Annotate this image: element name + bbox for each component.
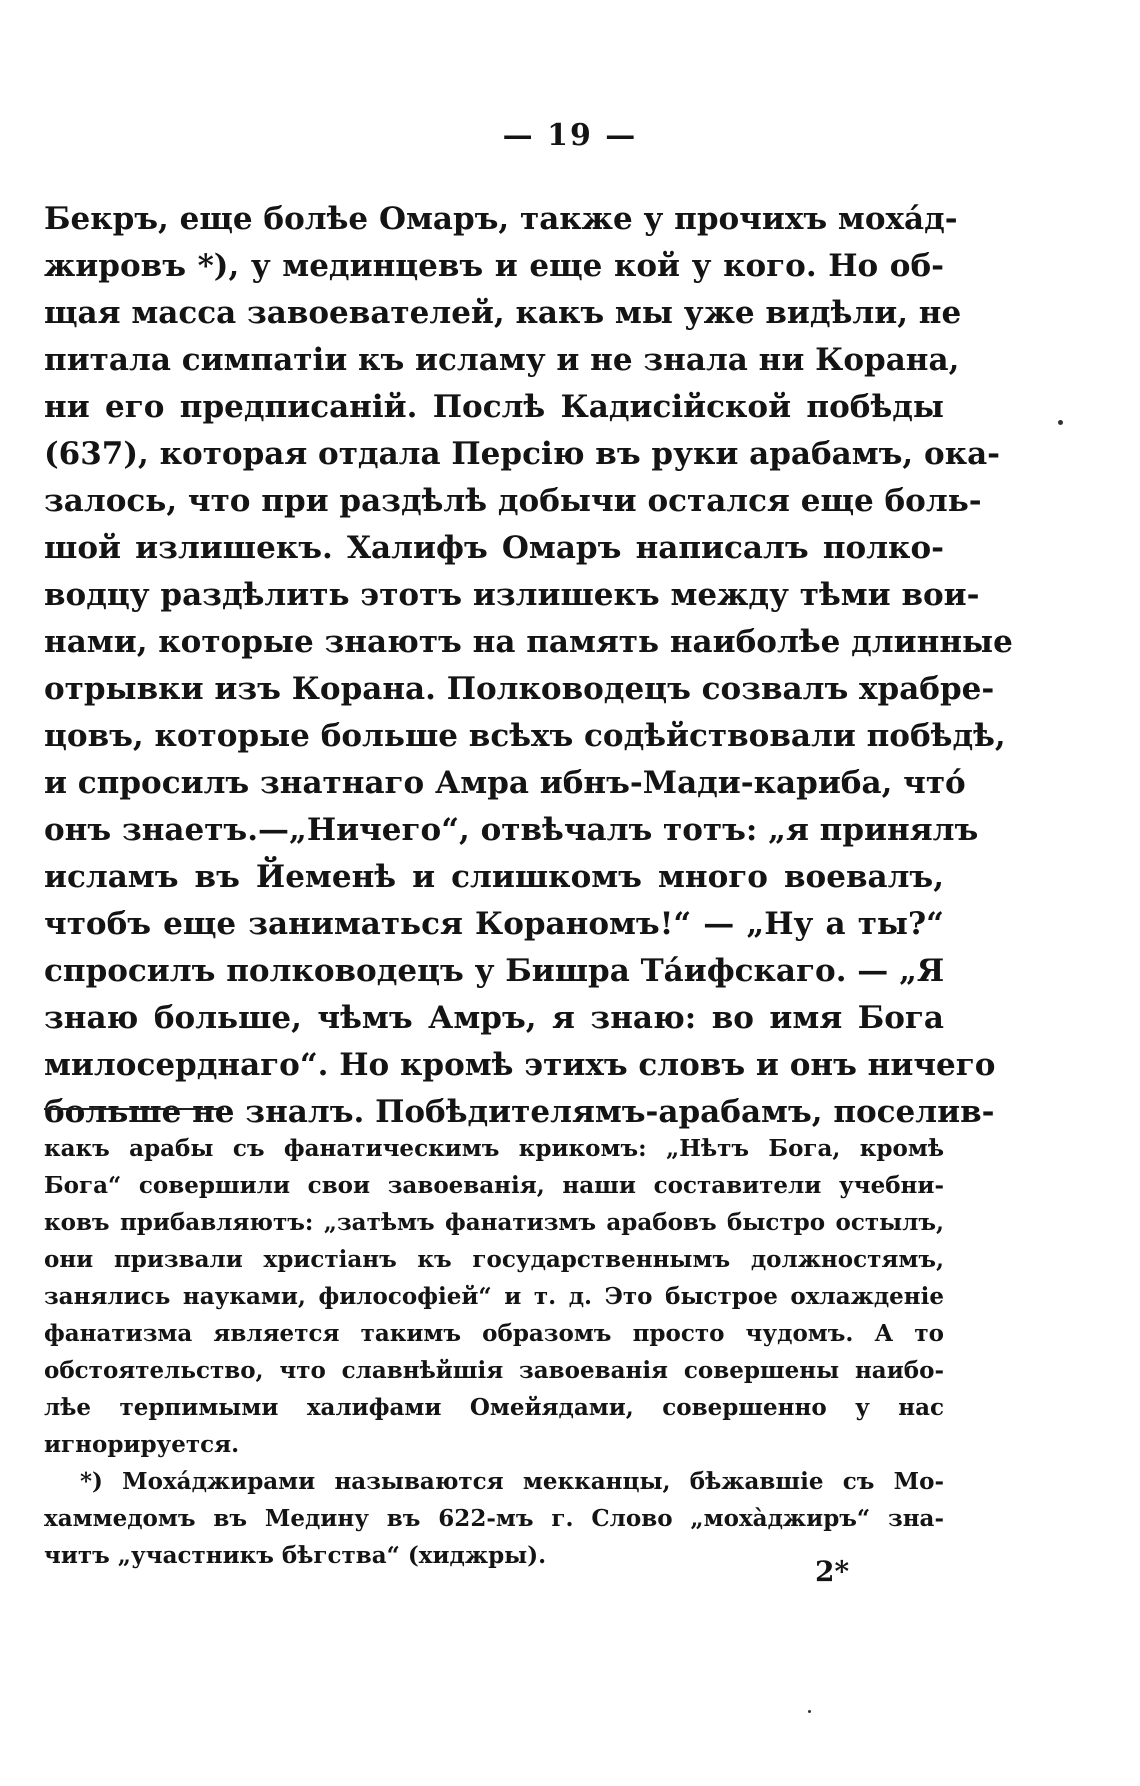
- body-line: Бекръ, еще болѣе Омаръ, также у прочихъ моха́д-: [44, 201, 958, 237]
- body-line: жировъ *), у мединцевъ и еще кой у кого. Но об-: [44, 248, 944, 284]
- body-line: отрывки изъ Корана. Полководецъ созвалъ храбре-: [44, 671, 995, 707]
- body-line: чтобъ еще заниматься Кораномъ!“ — „Ну а ты?“: [44, 906, 944, 942]
- print-speck: [1058, 420, 1063, 425]
- body-line: спросилъ полководецъ у Бишра Та́ифскаго. — „Я: [44, 953, 945, 989]
- body-line: нами, которые знаютъ на память наиболѣе длинные: [44, 624, 1013, 660]
- footnote-line: ковъ прибавляютъ: „затѣмъ фанатизмъ арабовъ быстро остылъ,: [44, 1209, 944, 1236]
- page-number: — 19 —: [502, 118, 638, 153]
- footnote-line: какъ арабы съ фанатическимъ крикомъ: „Нѣтъ Бога, кромѣ: [44, 1135, 944, 1162]
- body-line: шой излишекъ. Халифъ Омаръ написалъ полко-: [44, 530, 944, 566]
- body-line: и спросилъ знатнаго Амра ибнъ-Мади-кариба, что́: [44, 765, 966, 801]
- footnote-line: читъ „участникъ бѣгства“ (хиджры).: [44, 1542, 547, 1569]
- footnote-line: Бога“ совершили свои завоеванія, наши составители учебни-: [44, 1172, 944, 1199]
- body-line: питала симпатіи къ исламу и не знала ни Корана,: [44, 342, 960, 378]
- main-body-text: [44, 196, 1013, 1136]
- footnote-line: хаммедомъ въ Медину въ 622-мъ г. Слово „моха̀джиръ“ зна-: [44, 1505, 944, 1532]
- body-line: водцу раздѣлить этотъ излишекъ между тѣми вои-: [44, 577, 980, 613]
- footnote-line: лѣе терпимыми халифами Омейядами, совершенно у нас: [44, 1394, 944, 1421]
- body-line: цовъ, которые больше всѣхъ содѣйствовали побѣдѣ,: [44, 718, 1006, 754]
- body-line: ни его предписаній. Послѣ Кадисійской побѣды: [44, 389, 944, 425]
- body-line: милосерднаго“. Но кромѣ этихъ словъ и онъ ничего: [44, 1047, 996, 1083]
- footnote-line: занялись науками, философіей“ и т. д. Это быстрое охлажденіе: [44, 1283, 944, 1310]
- body-line: (637), которая отдала Персію въ руки арабамъ, ока-: [44, 436, 1001, 472]
- footnote-line: они призвали христіанъ къ государственнымъ должностямъ,: [44, 1246, 944, 1273]
- body-line: знаю больше, чѣмъ Амръ, я знаю: во имя Бога: [44, 1000, 944, 1036]
- footnote-divider: [44, 1108, 224, 1110]
- print-speck: [808, 1710, 811, 1713]
- body-line: больше не зналъ. Побѣдителямъ-арабамъ, поселив-: [44, 1094, 995, 1130]
- footnotes: [44, 1130, 944, 1574]
- body-line: залось, что при раздѣлѣ добычи остался еще боль-: [44, 483, 982, 519]
- body-line: исламъ въ Йеменѣ и слишкомъ много воевалъ,: [44, 859, 944, 895]
- body-line: онъ знаетъ.—„Ничего“, отвѣчалъ тотъ: „я принялъ: [44, 812, 979, 848]
- body-line: щая масса завоевателей, какъ мы уже видѣли, не: [44, 295, 962, 331]
- footnote-line: игнорируется.: [44, 1431, 240, 1458]
- footnote-line: фанатизма является такимъ образомъ просто чудомъ. А то: [44, 1320, 944, 1347]
- footnote-line: *) Моха́джирами называются мекканцы, бѣжавшіе съ Мо-: [80, 1468, 944, 1495]
- footnote-line: обстоятельство, что славнѣйшія завоеванія совершены наибо-: [44, 1357, 944, 1384]
- signature-mark: 2*: [815, 1555, 850, 1588]
